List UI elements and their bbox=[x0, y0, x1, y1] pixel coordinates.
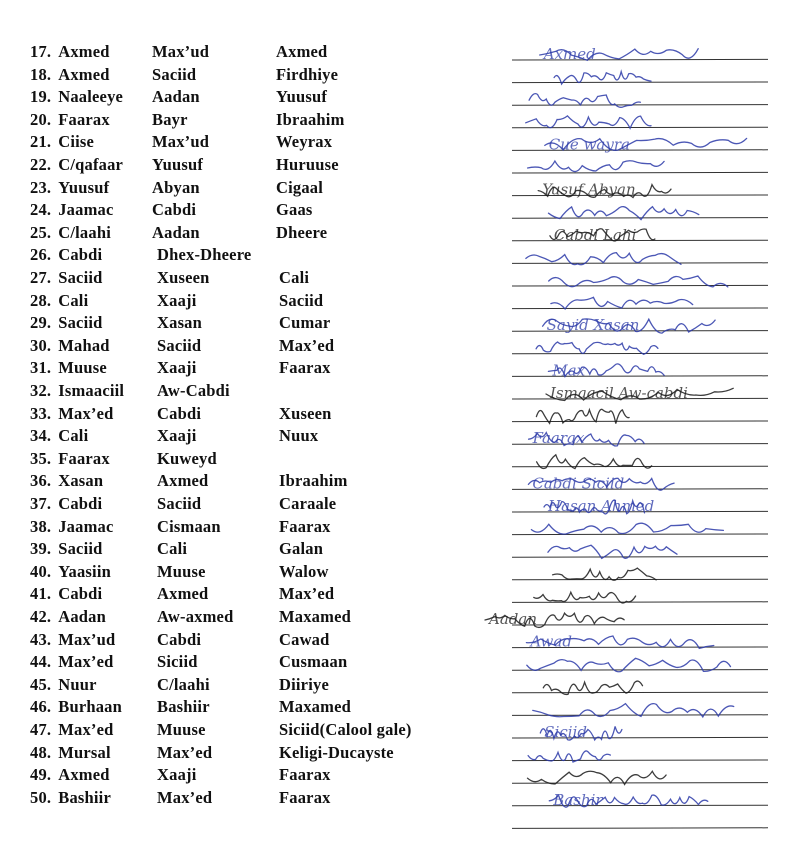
signature-text: Aadan bbox=[489, 610, 537, 628]
row-number: 42. bbox=[30, 607, 52, 626]
first-name: Burhaan bbox=[58, 697, 122, 717]
father-name: Xasan bbox=[157, 313, 203, 333]
row-number: 21. bbox=[30, 132, 52, 152]
handwritten-signature bbox=[553, 568, 657, 580]
signature-text: Faarax bbox=[532, 429, 585, 448]
signature-line bbox=[512, 534, 768, 535]
row-number: 48. bbox=[30, 742, 52, 762]
father-name: Max’ud bbox=[152, 132, 210, 152]
handwritten-signature bbox=[528, 474, 674, 492]
father-name: Axmed bbox=[157, 584, 209, 604]
first-name: Saciid bbox=[58, 539, 103, 559]
first-name: Max’ed bbox=[58, 652, 114, 672]
signature-line bbox=[512, 172, 768, 173]
row-number: 31. bbox=[30, 358, 52, 378]
signature-line bbox=[512, 805, 768, 806]
row-number: 36. bbox=[30, 471, 52, 491]
father-name: Abyan bbox=[152, 177, 200, 197]
signature-line bbox=[512, 466, 768, 467]
first-name: Yaasiin bbox=[58, 561, 111, 581]
father-name: Xaaji bbox=[157, 358, 197, 378]
first-name: Cabdi bbox=[58, 584, 103, 604]
signature-stroke bbox=[528, 161, 665, 172]
handwritten-signature bbox=[549, 791, 708, 809]
row-number: 26. bbox=[30, 245, 52, 265]
signature-text: Cabdi Siciid bbox=[532, 474, 625, 493]
signature-stroke bbox=[531, 523, 723, 534]
father-name: Saciid bbox=[152, 64, 197, 84]
grandfather-name: Max’ed bbox=[279, 584, 335, 604]
father-name: Cabdi bbox=[152, 200, 197, 220]
grandfather-name: Caraale bbox=[279, 494, 337, 513]
first-name: Jaamac bbox=[58, 200, 114, 220]
signature-line bbox=[512, 263, 768, 264]
row-number: 44. bbox=[30, 652, 52, 672]
signature-line bbox=[512, 285, 768, 286]
signature-text: Awad bbox=[530, 632, 572, 651]
row-number: 22. bbox=[30, 155, 52, 174]
first-name: Yuusuf bbox=[58, 177, 110, 197]
grandfather-name: Keligi-Ducayste bbox=[279, 742, 394, 762]
signature-text: Cue wayra bbox=[548, 135, 630, 154]
first-name: Xasan bbox=[58, 471, 104, 491]
grandfather-name: Max’ed bbox=[279, 335, 335, 355]
father-name: Cabdi bbox=[157, 403, 202, 423]
row-number: 17. bbox=[30, 42, 52, 61]
row-number: 23. bbox=[30, 177, 52, 197]
grandfather-name: Cumar bbox=[279, 313, 331, 333]
signature-line bbox=[512, 624, 768, 625]
first-name: Cabdi bbox=[58, 245, 103, 265]
row-number: 30. bbox=[30, 335, 52, 355]
signature-stroke bbox=[551, 297, 693, 309]
grandfather-name: Faarax bbox=[279, 516, 331, 536]
father-name: Max’ed bbox=[157, 742, 213, 762]
row-number: 39. bbox=[30, 539, 52, 559]
signature-stroke bbox=[536, 342, 658, 354]
handwritten-signature bbox=[534, 592, 636, 603]
signature-text: Ismaacil Aw-cabdi bbox=[550, 384, 688, 402]
father-name: Aw-axmed bbox=[157, 607, 234, 626]
handwritten-signature bbox=[548, 361, 664, 379]
row-number: 49. bbox=[30, 765, 52, 785]
signature-stroke bbox=[526, 116, 651, 128]
signature-stroke bbox=[553, 568, 657, 580]
first-name: Naaleeye bbox=[58, 87, 124, 107]
first-name: Axmed bbox=[58, 64, 110, 84]
row-number: 20. bbox=[30, 109, 52, 129]
handwritten-signature bbox=[536, 342, 658, 354]
father-name: Xaaji bbox=[157, 426, 197, 446]
handwritten-signature bbox=[543, 316, 716, 334]
first-name: Mursal bbox=[58, 742, 111, 762]
grandfather-name: Cali bbox=[279, 268, 310, 287]
row-number: 24. bbox=[30, 200, 52, 220]
handwritten-signature bbox=[546, 384, 733, 402]
father-name: Yuusuf bbox=[152, 155, 204, 174]
grandfather-name: Walow bbox=[279, 561, 329, 581]
signature-line bbox=[512, 376, 768, 377]
row-number: 25. bbox=[30, 222, 52, 242]
handwritten-signature bbox=[540, 45, 699, 63]
first-name: Muuse bbox=[58, 358, 107, 378]
row-number: 29. bbox=[30, 313, 52, 333]
row-number: 34. bbox=[30, 426, 52, 446]
signature-text: Siciid bbox=[544, 723, 587, 741]
first-name: Axmed bbox=[58, 42, 110, 61]
signature-text: Hasan Ahmed bbox=[548, 497, 655, 515]
father-name: Aw-Cabdi bbox=[157, 381, 230, 400]
first-name: Saciid bbox=[58, 313, 103, 333]
grandfather-name: Dheere bbox=[276, 222, 328, 242]
father-name: Dhex-Dheere bbox=[157, 245, 252, 265]
handwritten-signature bbox=[551, 297, 693, 309]
father-name: Muuse bbox=[157, 561, 206, 581]
handwritten-signature bbox=[531, 523, 723, 534]
first-name: Cabdi bbox=[58, 494, 103, 513]
row-number: 32. bbox=[30, 381, 52, 400]
grandfather-name: Axmed bbox=[276, 42, 328, 61]
first-name: Faarax bbox=[58, 109, 110, 129]
handwritten-signature bbox=[538, 181, 671, 199]
grandfather-name: Faarax bbox=[279, 358, 331, 378]
first-name: Ciise bbox=[58, 132, 95, 152]
grandfather-name: Galan bbox=[279, 539, 324, 559]
signature-text: Max bbox=[552, 361, 586, 380]
signature-line bbox=[512, 670, 768, 671]
first-name: Mahad bbox=[58, 335, 110, 355]
signature-text: Yusuf Abyan bbox=[542, 180, 636, 199]
first-name: Cali bbox=[58, 426, 89, 446]
grandfather-name: Faarax bbox=[279, 787, 331, 807]
signature-text: Axmed bbox=[543, 45, 596, 63]
signature-line bbox=[512, 579, 768, 580]
grandfather-name: Diiriye bbox=[279, 674, 329, 694]
first-name: Bashiir bbox=[58, 787, 111, 807]
row-number: 47. bbox=[30, 720, 52, 739]
grandfather-name: Nuux bbox=[279, 426, 319, 446]
row-number: 50. bbox=[30, 787, 52, 807]
grandfather-name: Xuseen bbox=[279, 403, 332, 423]
father-name: Bayr bbox=[152, 109, 188, 129]
first-name: Max’ud bbox=[58, 629, 116, 649]
row-number: 40. bbox=[30, 561, 52, 581]
row-number: 37. bbox=[30, 494, 52, 513]
father-name: Saciid bbox=[157, 335, 202, 355]
father-name: Axmed bbox=[157, 471, 209, 491]
first-name: Saciid bbox=[58, 268, 103, 287]
father-name: Xuseen bbox=[157, 268, 210, 287]
grandfather-name: Huruuse bbox=[276, 155, 339, 174]
first-name: Faarax bbox=[58, 448, 110, 468]
grandfather-name: Ibraahim bbox=[276, 109, 345, 129]
grandfather-name: Cawad bbox=[279, 629, 330, 649]
father-name: Saciid bbox=[157, 494, 202, 513]
grandfather-name: Saciid bbox=[279, 290, 324, 310]
grandfather-name: Maxamed bbox=[279, 697, 351, 717]
signature-text: Bashir bbox=[553, 790, 603, 809]
father-name: Max’ed bbox=[157, 787, 213, 807]
father-name: Muuse bbox=[157, 720, 206, 739]
first-name: C/qafaar bbox=[58, 155, 124, 174]
grandfather-name: Yuusuf bbox=[276, 87, 328, 107]
father-name: Aadan bbox=[152, 87, 200, 107]
handwritten-signature bbox=[528, 161, 665, 172]
first-name: Axmed bbox=[58, 765, 110, 785]
row-number: 28. bbox=[30, 290, 52, 310]
handwritten-signature bbox=[540, 723, 622, 741]
row-number: 19. bbox=[30, 87, 52, 107]
handwritten-signature bbox=[544, 497, 654, 515]
signature-line bbox=[512, 602, 768, 603]
father-name: Bashiir bbox=[157, 697, 210, 717]
grandfather-name: Cusmaan bbox=[279, 652, 348, 672]
row-number: 18. bbox=[30, 64, 52, 84]
first-name: Nuur bbox=[58, 674, 97, 694]
signature-line bbox=[512, 828, 768, 829]
signature-stroke bbox=[534, 592, 636, 603]
signature-line bbox=[512, 308, 768, 309]
first-name: Jaamac bbox=[58, 516, 114, 536]
row-number: 27. bbox=[30, 268, 52, 287]
father-name: Max’ud bbox=[152, 42, 210, 61]
row-number: 46. bbox=[30, 697, 52, 717]
grandfather-name: Cigaal bbox=[276, 177, 324, 197]
father-name: Siciid bbox=[157, 652, 198, 672]
row-number: 41. bbox=[30, 584, 52, 604]
father-name: Cismaan bbox=[157, 516, 221, 536]
handwritten-signature bbox=[526, 633, 713, 651]
signature-line bbox=[512, 557, 768, 558]
father-name: Xaaji bbox=[157, 290, 197, 310]
row-number: 38. bbox=[30, 516, 52, 536]
row-number: 33. bbox=[30, 403, 52, 423]
father-name: Kuweyd bbox=[157, 448, 217, 468]
first-name: Cali bbox=[58, 290, 89, 310]
first-name: Aadan bbox=[58, 607, 107, 626]
signature-text: Sayid Xasan bbox=[546, 316, 640, 335]
row-number: 35. bbox=[30, 448, 52, 468]
father-name: Cabdi bbox=[157, 629, 202, 649]
father-name: Xaaji bbox=[157, 765, 197, 785]
row-number: 43. bbox=[30, 629, 52, 649]
grandfather-name: Gaas bbox=[276, 200, 313, 220]
signature-text: Cabdi Lahi bbox=[553, 225, 637, 244]
handwritten-signature bbox=[550, 226, 655, 244]
first-name: Max’ed bbox=[58, 720, 114, 739]
grandfather-name: Siciid(Calool gale) bbox=[279, 720, 412, 739]
signature-line bbox=[512, 82, 768, 83]
grandfather-name: Firdhiye bbox=[276, 64, 339, 84]
first-name: C/laahi bbox=[58, 222, 111, 242]
grandfather-name: Weyrax bbox=[276, 132, 333, 152]
signature-line bbox=[512, 353, 768, 354]
row-number: 45. bbox=[30, 674, 52, 694]
first-name: Max’ed bbox=[58, 403, 114, 423]
father-name: C/laahi bbox=[157, 674, 210, 694]
grandfather-name: Faarax bbox=[279, 765, 331, 785]
signature-line bbox=[512, 240, 768, 241]
handwritten-signature bbox=[545, 135, 747, 153]
grandfather-name: Ibraahim bbox=[279, 471, 348, 491]
father-name: Aadan bbox=[152, 222, 200, 242]
grandfather-name: Maxamed bbox=[279, 607, 351, 626]
first-name: Ismaaciil bbox=[58, 381, 125, 400]
father-name: Cali bbox=[157, 539, 188, 559]
signature-line bbox=[512, 692, 768, 693]
handwritten-signature bbox=[526, 116, 651, 128]
